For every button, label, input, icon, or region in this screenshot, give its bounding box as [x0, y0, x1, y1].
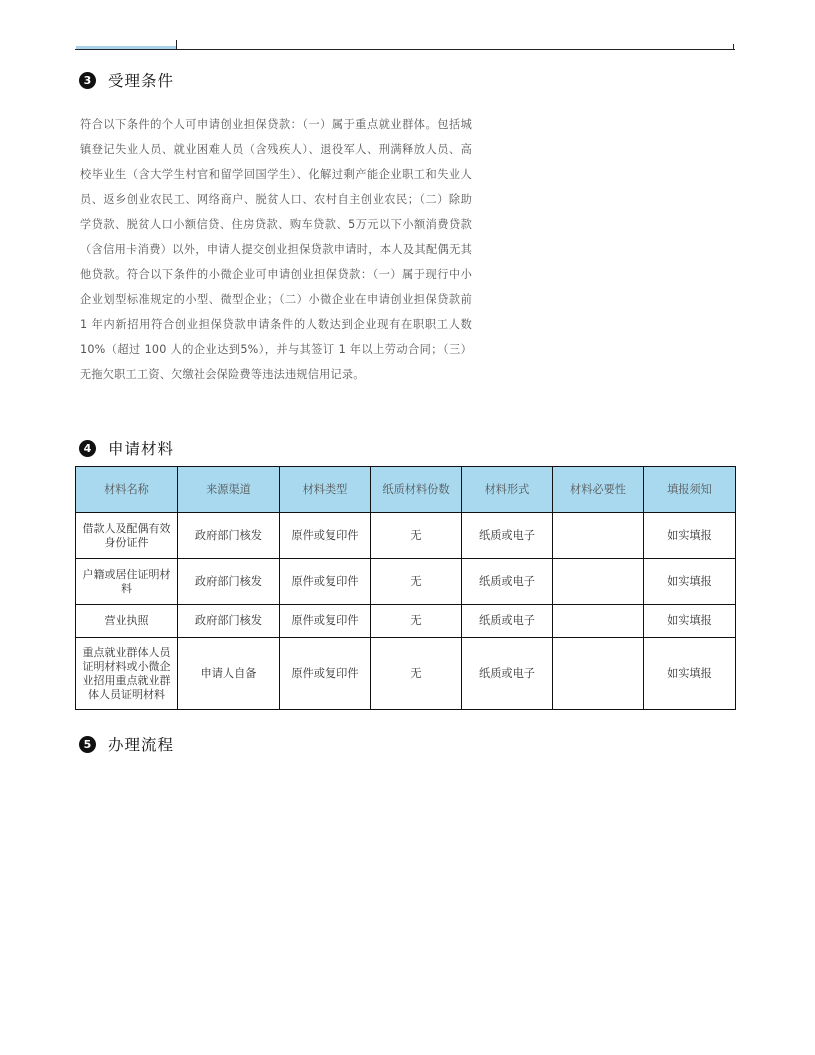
column-header: 材料类型 — [280, 467, 371, 513]
table-cell: 营业执照 — [76, 605, 178, 638]
table-row — [76, 605, 736, 638]
table-cell: 原件或复印件 — [280, 513, 371, 559]
table-cell: 如实填报 — [644, 605, 736, 638]
column-header: 填报须知 — [644, 467, 736, 513]
column-header: 材料名称 — [76, 467, 178, 513]
table-cell: 申请人自备 — [178, 638, 280, 710]
table-row — [76, 559, 736, 605]
table-cell — [553, 513, 644, 559]
table-cell: 如实填报 — [644, 513, 736, 559]
table-row — [76, 513, 736, 559]
table-cell: 无 — [371, 638, 462, 710]
table-cell — [553, 638, 644, 710]
table-cell: 无 — [371, 513, 462, 559]
table-cell: 政府部门核发 — [178, 559, 280, 605]
top-rule — [75, 49, 735, 50]
section-title: 申请材料 — [108, 440, 175, 458]
table-cell: 纸质或电子 — [462, 638, 553, 710]
section-title: 受理条件 — [108, 72, 175, 90]
table-cell: 纸质或电子 — [462, 559, 553, 605]
table-cell: 原件或复印件 — [280, 605, 371, 638]
conditions-paragraph: 符合以下条件的个人可申请创业担保贷款：（一）属于重点就业群体。包括城镇登记失业人员、就业困难人员（含残疾人）、退役军人、刑满释放人员、高校毕业生（含大学生村官和留学回国学生）、化解过剩产能企业职工和失业人员、返乡创业农民工、网络商户、脱贫人口、农村自主创业农民；（二）除助学贷款、脱贫人口小额信贷、住房贷款、购车贷款、5万元以下小额消费贷款（含信用卡消费）以外，申请人提交创业担保贷款申请时，本人及其配偶无其他贷款。符合以下条件的小微企业可申请创业担保贷款：（一）属于现行中小企业划型标准规定的小型、微型企业；（二）小微企业在申请创业担保贷款前 1 年内新招用符合创业担保贷款申请条件的人数达到企业现有在职职工人数 10%（超过 100 人的企业达到5%），并与其签订 1 年以上劳动合同；（三）无拖欠职工工资、欠缴社会保险费等违法违规信用记录。 — [80, 118, 472, 381]
column-header: 来源渠道 — [178, 467, 280, 513]
section-number-badge: 3 — [79, 72, 96, 89]
table-cell: 户籍或居住证明材料 — [76, 559, 178, 605]
section-heading-conditions — [79, 69, 174, 91]
table-cell: 无 — [371, 605, 462, 638]
table-row — [76, 638, 736, 710]
table-cell: 纸质或电子 — [462, 605, 553, 638]
table-cell: 无 — [371, 559, 462, 605]
section-number-badge: 4 — [79, 440, 96, 457]
table-cell — [553, 559, 644, 605]
table-cell: 政府部门核发 — [178, 513, 280, 559]
column-header: 纸质材料份数 — [371, 467, 462, 513]
table-header-row — [76, 467, 736, 513]
table-cell: 原件或复印件 — [280, 638, 371, 710]
column-header: 材料必要性 — [553, 467, 644, 513]
section-heading-materials — [79, 437, 174, 459]
table-cell: 如实填报 — [644, 638, 736, 710]
column-header: 材料形式 — [462, 467, 553, 513]
materials-table — [75, 466, 736, 710]
table-cell: 如实填报 — [644, 559, 736, 605]
table-cell: 政府部门核发 — [178, 605, 280, 638]
section-heading-process — [79, 733, 174, 755]
table-cell: 原件或复印件 — [280, 559, 371, 605]
table-cell: 纸质或电子 — [462, 513, 553, 559]
section-title: 办理流程 — [108, 736, 175, 754]
table-cell — [553, 605, 644, 638]
top-rule-end — [733, 44, 734, 50]
table-cell: 重点就业群体人员证明材料或小微企业招用重点就业群体人员证明材料 — [76, 638, 178, 710]
section-number-badge: 5 — [79, 736, 96, 753]
table-cell: 借款人及配偶有效身份证件 — [76, 513, 178, 559]
